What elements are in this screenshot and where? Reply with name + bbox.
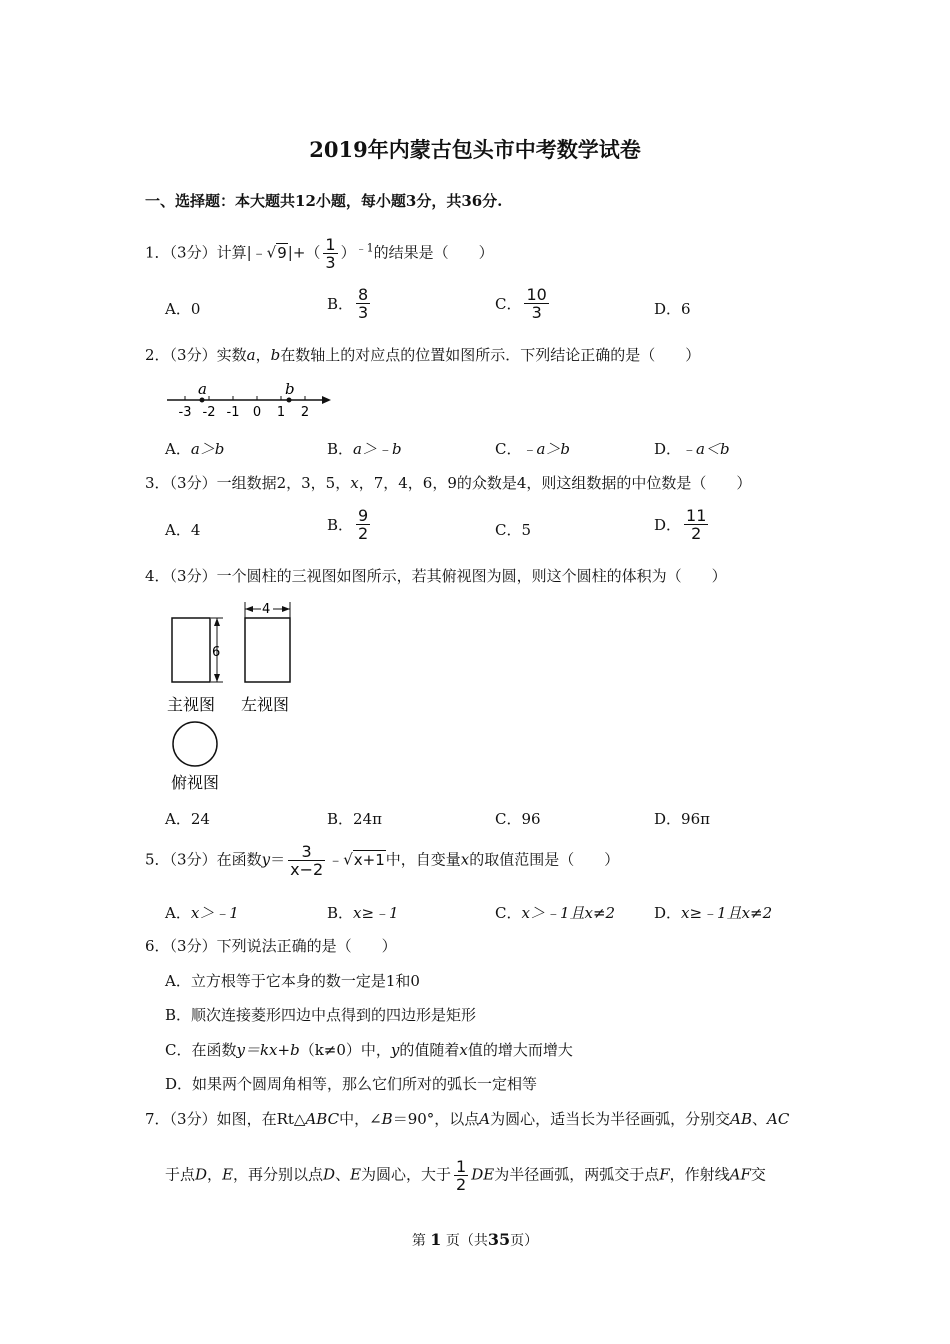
q1-option-a[interactable]: A．0 (165, 300, 201, 318)
question-1: 1．（3分）计算|﹣√9|+（ $\frac{1}{3}$ ）$^{﹣1}$的结果是（ ） (145, 235, 494, 272)
front-view-rect (172, 618, 210, 682)
q6-option-b[interactable]: B．顺次连接菱形四边中点得到的四边形是矩形 (165, 1006, 477, 1024)
q2-option-c[interactable]: C．﹣a＞b (495, 440, 571, 458)
q4-option-c[interactable]: C．96 (495, 810, 541, 828)
q3-option-b[interactable]: B． $\frac{9}{2}$ (327, 506, 369, 543)
q3-option-d[interactable]: D． $\frac{11}{2}$ (654, 506, 707, 543)
q1-option-d[interactable]: D．6 (654, 300, 691, 318)
fraction: $\frac{1}{3}$ (325, 235, 336, 272)
q6-option-a[interactable]: A．立方根等于它本身的数一定是1和0 (165, 972, 420, 990)
width-label: 4 (262, 602, 271, 617)
three-view-diagram (165, 598, 305, 798)
q5-option-c[interactable]: C．x＞﹣1且x≠2 (495, 904, 616, 922)
front-view-label: 主视图 (167, 695, 216, 714)
q1-option-b[interactable]: B． $\frac{8}{3}$ (327, 285, 369, 322)
q2-option-d[interactable]: D．﹣a＜b (654, 440, 730, 458)
question-6: 6．（3分）下列说法正确的是（ ） (145, 937, 397, 955)
section-heading: 一、选择题：本大题共12小题，每小题3分，共36分. (145, 192, 503, 210)
point-b-label: b (285, 380, 295, 398)
left-view-label: 左视图 (241, 695, 290, 714)
question-2: 2．（3分）实数a，b在数轴上的对应点的位置如图所示．下列结论正确的是（ ） (145, 346, 701, 364)
q3-option-a[interactable]: A．4 (165, 521, 201, 539)
sqrt-symbol: √x+1 (343, 850, 385, 869)
q3-option-c[interactable]: C．5 (495, 521, 532, 539)
q5-option-a[interactable]: A．x＞﹣1 (165, 904, 239, 922)
q1-option-c[interactable]: C． $\frac{10}{3}$ (495, 285, 547, 322)
axis-tick-label: 0 (252, 405, 262, 420)
fraction: $\frac{3}{x-2}$ (290, 842, 324, 879)
page-footer: 第 1 页（共35页） (411, 1230, 539, 1249)
left-view-rect (245, 618, 290, 682)
number-line (165, 378, 335, 422)
sqrt-symbol: √9 (266, 243, 287, 262)
q2-option-b[interactable]: B．a＞﹣b (327, 440, 402, 458)
q4-option-d[interactable]: D．96π (654, 810, 710, 828)
q6-option-c[interactable]: C．在函数y＝kx+b（k≠0）中，y的值随着x值的增大而增大 (165, 1041, 573, 1059)
height-label: 6 (212, 645, 221, 660)
q6-option-d[interactable]: D．如果两个圆周角相等，那么它们所对的弧长一定相等 (165, 1075, 538, 1093)
page-title: 2019年内蒙古包头市中考数学试卷 (309, 137, 641, 162)
question-4: 4．（3分）一个圆柱的三视图如图所示，若其俯视图为圆，则这个圆柱的体积为（ ） (145, 567, 727, 585)
q4-option-b[interactable]: B．24π (327, 810, 382, 828)
axis-tick-label: 1 (276, 405, 286, 420)
top-view-circle (173, 722, 217, 766)
q5-option-b[interactable]: B．x≥﹣1 (327, 904, 399, 922)
axis-tick-label: -2 (202, 405, 216, 420)
point-a-dot (200, 398, 205, 403)
q2-option-a[interactable]: A．a＞b (165, 440, 225, 458)
top-view-label: 俯视图 (171, 773, 220, 792)
fraction: $\frac{1}{2}$ (456, 1157, 467, 1194)
axis-tick-label: -1 (226, 405, 240, 420)
q5-option-d[interactable]: D．x≥﹣1且x≠2 (654, 904, 773, 922)
question-7-line-1: 7．（3分）如图，在Rt△ABC中，∠B＝90°，以点A为圆心，适当长为半径画弧，分别交AB、AC (145, 1110, 790, 1128)
q4-option-a[interactable]: A．24 (165, 810, 210, 828)
axis-tick-label: 2 (300, 405, 310, 420)
question-7-line-2: 于点D，E，再分别以点D、E为圆心，大于 $\frac{1}{2}$ DE为半径画弧，两弧交于点F，作射线AF交 (165, 1157, 766, 1194)
point-b-dot (287, 398, 292, 403)
question-3: 3．（3分）一组数据2，3，5，x，7，4，6，9的众数是4，则这组数据的中位数是（ ） (145, 474, 752, 492)
point-a-label: a (198, 380, 207, 398)
axis-tick-label: -3 (178, 405, 192, 420)
question-5: 5．（3分）在函数y＝ $\frac{3}{x-2}$ ﹣√x+1中，自变量x的取值范围是（ ） (145, 842, 620, 879)
